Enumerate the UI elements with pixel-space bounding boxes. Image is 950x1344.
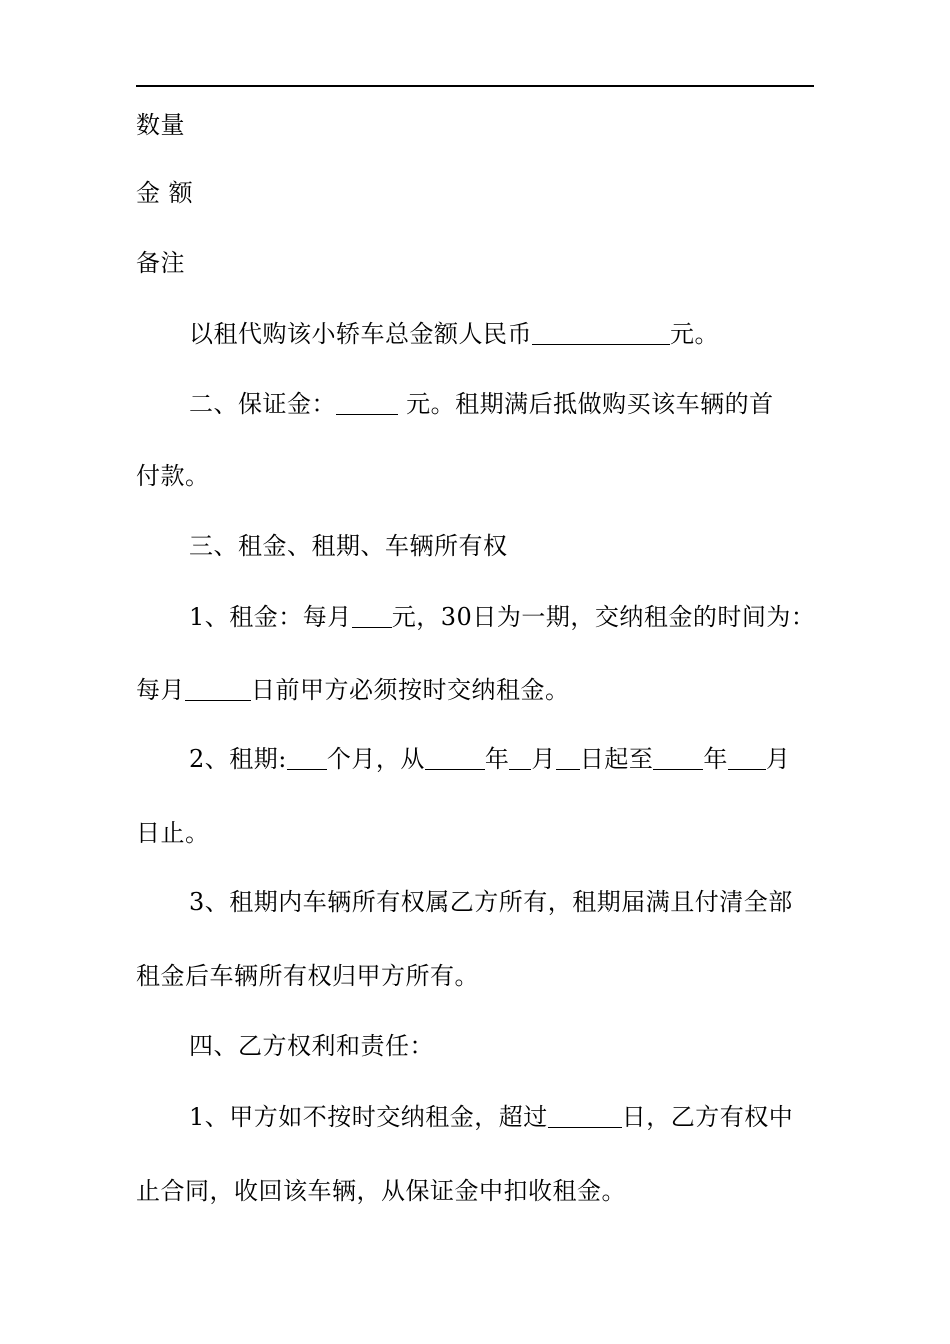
deposit-blank[interactable] bbox=[336, 390, 398, 415]
section-4-heading: 四、乙方权利和责任： bbox=[189, 1032, 434, 1060]
end-month-blank[interactable] bbox=[728, 745, 766, 770]
total-amount-blank[interactable] bbox=[532, 320, 670, 345]
field-amount: 金 额 bbox=[136, 179, 194, 207]
start-month-blank[interactable] bbox=[509, 745, 531, 770]
overdue-days-blank[interactable] bbox=[548, 1103, 622, 1128]
deposit-line-cont: 付款。 bbox=[136, 462, 210, 490]
monthly-rent-blank[interactable] bbox=[352, 603, 392, 628]
field-remark: 备注 bbox=[136, 249, 185, 277]
payment-day-blank[interactable] bbox=[185, 676, 251, 701]
clause-1-line: 1、甲方如不按时交纳租金，超过 日，乙方有权中 bbox=[189, 1103, 794, 1131]
term-line-cont: 日止。 bbox=[136, 819, 210, 847]
rent-line-cont: 每月 日前甲方必须按时交纳租金。 bbox=[136, 676, 570, 704]
term-months-blank[interactable] bbox=[287, 745, 327, 770]
start-year-blank[interactable] bbox=[425, 745, 485, 770]
total-amount-line: 以租代购该小轿车总金额人民币 元。 bbox=[189, 320, 719, 348]
field-quantity: 数量 bbox=[136, 111, 185, 139]
top-rule bbox=[136, 85, 814, 87]
term-line: 2、租期: 个月，从 年 月 日起至 年 月 bbox=[189, 745, 791, 773]
start-day-blank[interactable] bbox=[556, 745, 580, 770]
ownership-line-1: 3、租期内车辆所有权属乙方所有，租期届满且付清全部 bbox=[189, 888, 793, 916]
deposit-line: 二、保证金： 元。租期满后抵做购买该车辆的首 bbox=[189, 390, 774, 418]
clause-1-line-cont: 止合同，收回该车辆，从保证金中扣收租金。 bbox=[136, 1177, 626, 1205]
section-3-heading: 三、租金、租期、车辆所有权 bbox=[189, 532, 508, 560]
rent-line: 1、租金：每月 元，30日为一期，交纳租金的时间为： bbox=[189, 603, 816, 631]
ownership-line-2: 租金后车辆所有权归甲方所有。 bbox=[136, 962, 479, 990]
end-year-blank[interactable] bbox=[653, 745, 703, 770]
